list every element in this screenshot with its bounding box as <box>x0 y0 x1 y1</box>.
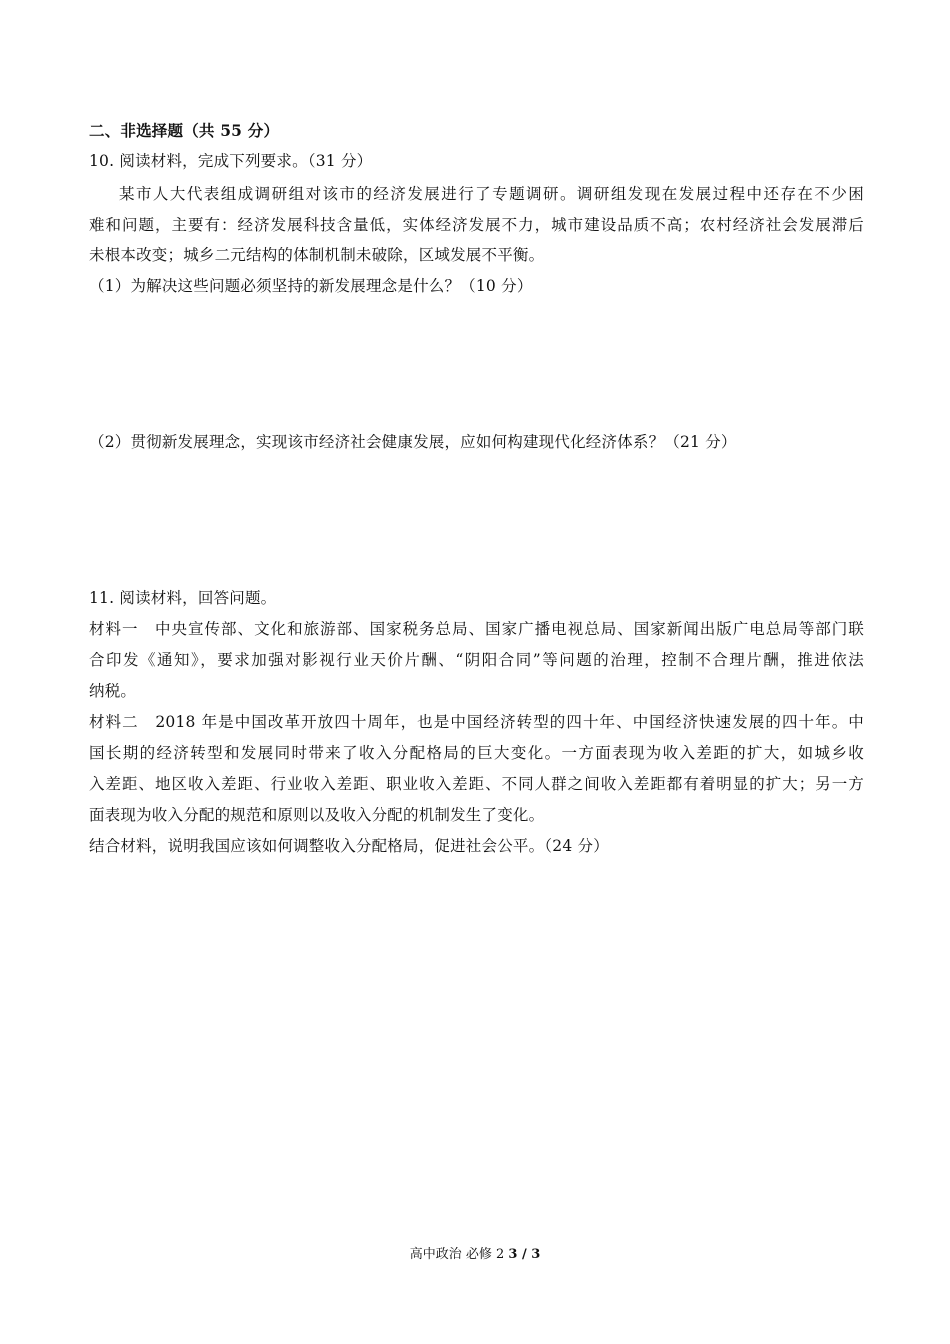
question-11-material-2-line: 材料二 2018 年是中国改革开放四十周年，也是中国经济转型的四十年、中国经济快速发展的四十年。中 <box>89 713 864 731</box>
question-10-material-line: 某市人大代表组成调研组对该市的经济发展进行了专题调研。调研组发现在发展过程中还存在不少困 <box>119 185 864 203</box>
footer-page-number: 3 / 3 <box>508 1247 541 1262</box>
question-11-material-1-line: 纳税。 <box>89 682 137 700</box>
question-10-stem: 10. 阅读材料，完成下列要求。（31 分） <box>89 152 373 170</box>
question-11-material-1-line: 合印发《通知》，要求加强对影视行业天价片酬、“阴阳合同”等问题的治理，控制不合理片酬，推进依法 <box>89 651 864 669</box>
footer-subject: 高中政治 必修 2 <box>409 1247 505 1262</box>
page-footer <box>0 1246 950 1264</box>
section-title: 二、非选择题（共 55 分） <box>89 121 280 140</box>
question-11-question: 结合材料，说明我国应该如何调整收入分配格局，促进社会公平。（24 分） <box>89 837 609 855</box>
question-11-material-1-line: 材料一 中央宣传部、文化和旅游部、国家税务总局、国家广播电视总局、国家新闻出版广电总局等部门联 <box>89 620 864 638</box>
question-11-material-2-line: 国长期的经济转型和发展同时带来了收入分配格局的巨大变化。一方面表现为收入差距的扩大，如城乡收 <box>89 744 864 762</box>
question-11-stem: 11. 阅读材料，回答问题。 <box>89 589 277 607</box>
question-11-material-2-line: 入差距、地区收入差距、行业收入差距、职业收入差距、不同人群之间收入差距都有着明显的扩大；另一方 <box>89 775 864 793</box>
question-11-material-2-line: 面表现为收入分配的规范和原则以及收入分配的机制发生了变化。 <box>89 806 545 824</box>
question-10-subquestion-2: （2）贯彻新发展理念，实现该市经济社会健康发展，应如何构建现代化经济体系？（21 分） <box>89 433 737 451</box>
question-10-material-line: 难和问题，主要有：经济发展科技含量低，实体经济发展不力，城市建设品质不高；农村经济社会发展滞后 <box>89 216 864 234</box>
question-10-subquestion-1: （1）为解决这些问题必须坚持的新发展理念是什么？（10 分） <box>89 277 533 295</box>
question-10-material-line: 未根本改变；城乡二元结构的体制机制未破除，区域发展不平衡。 <box>89 246 545 264</box>
